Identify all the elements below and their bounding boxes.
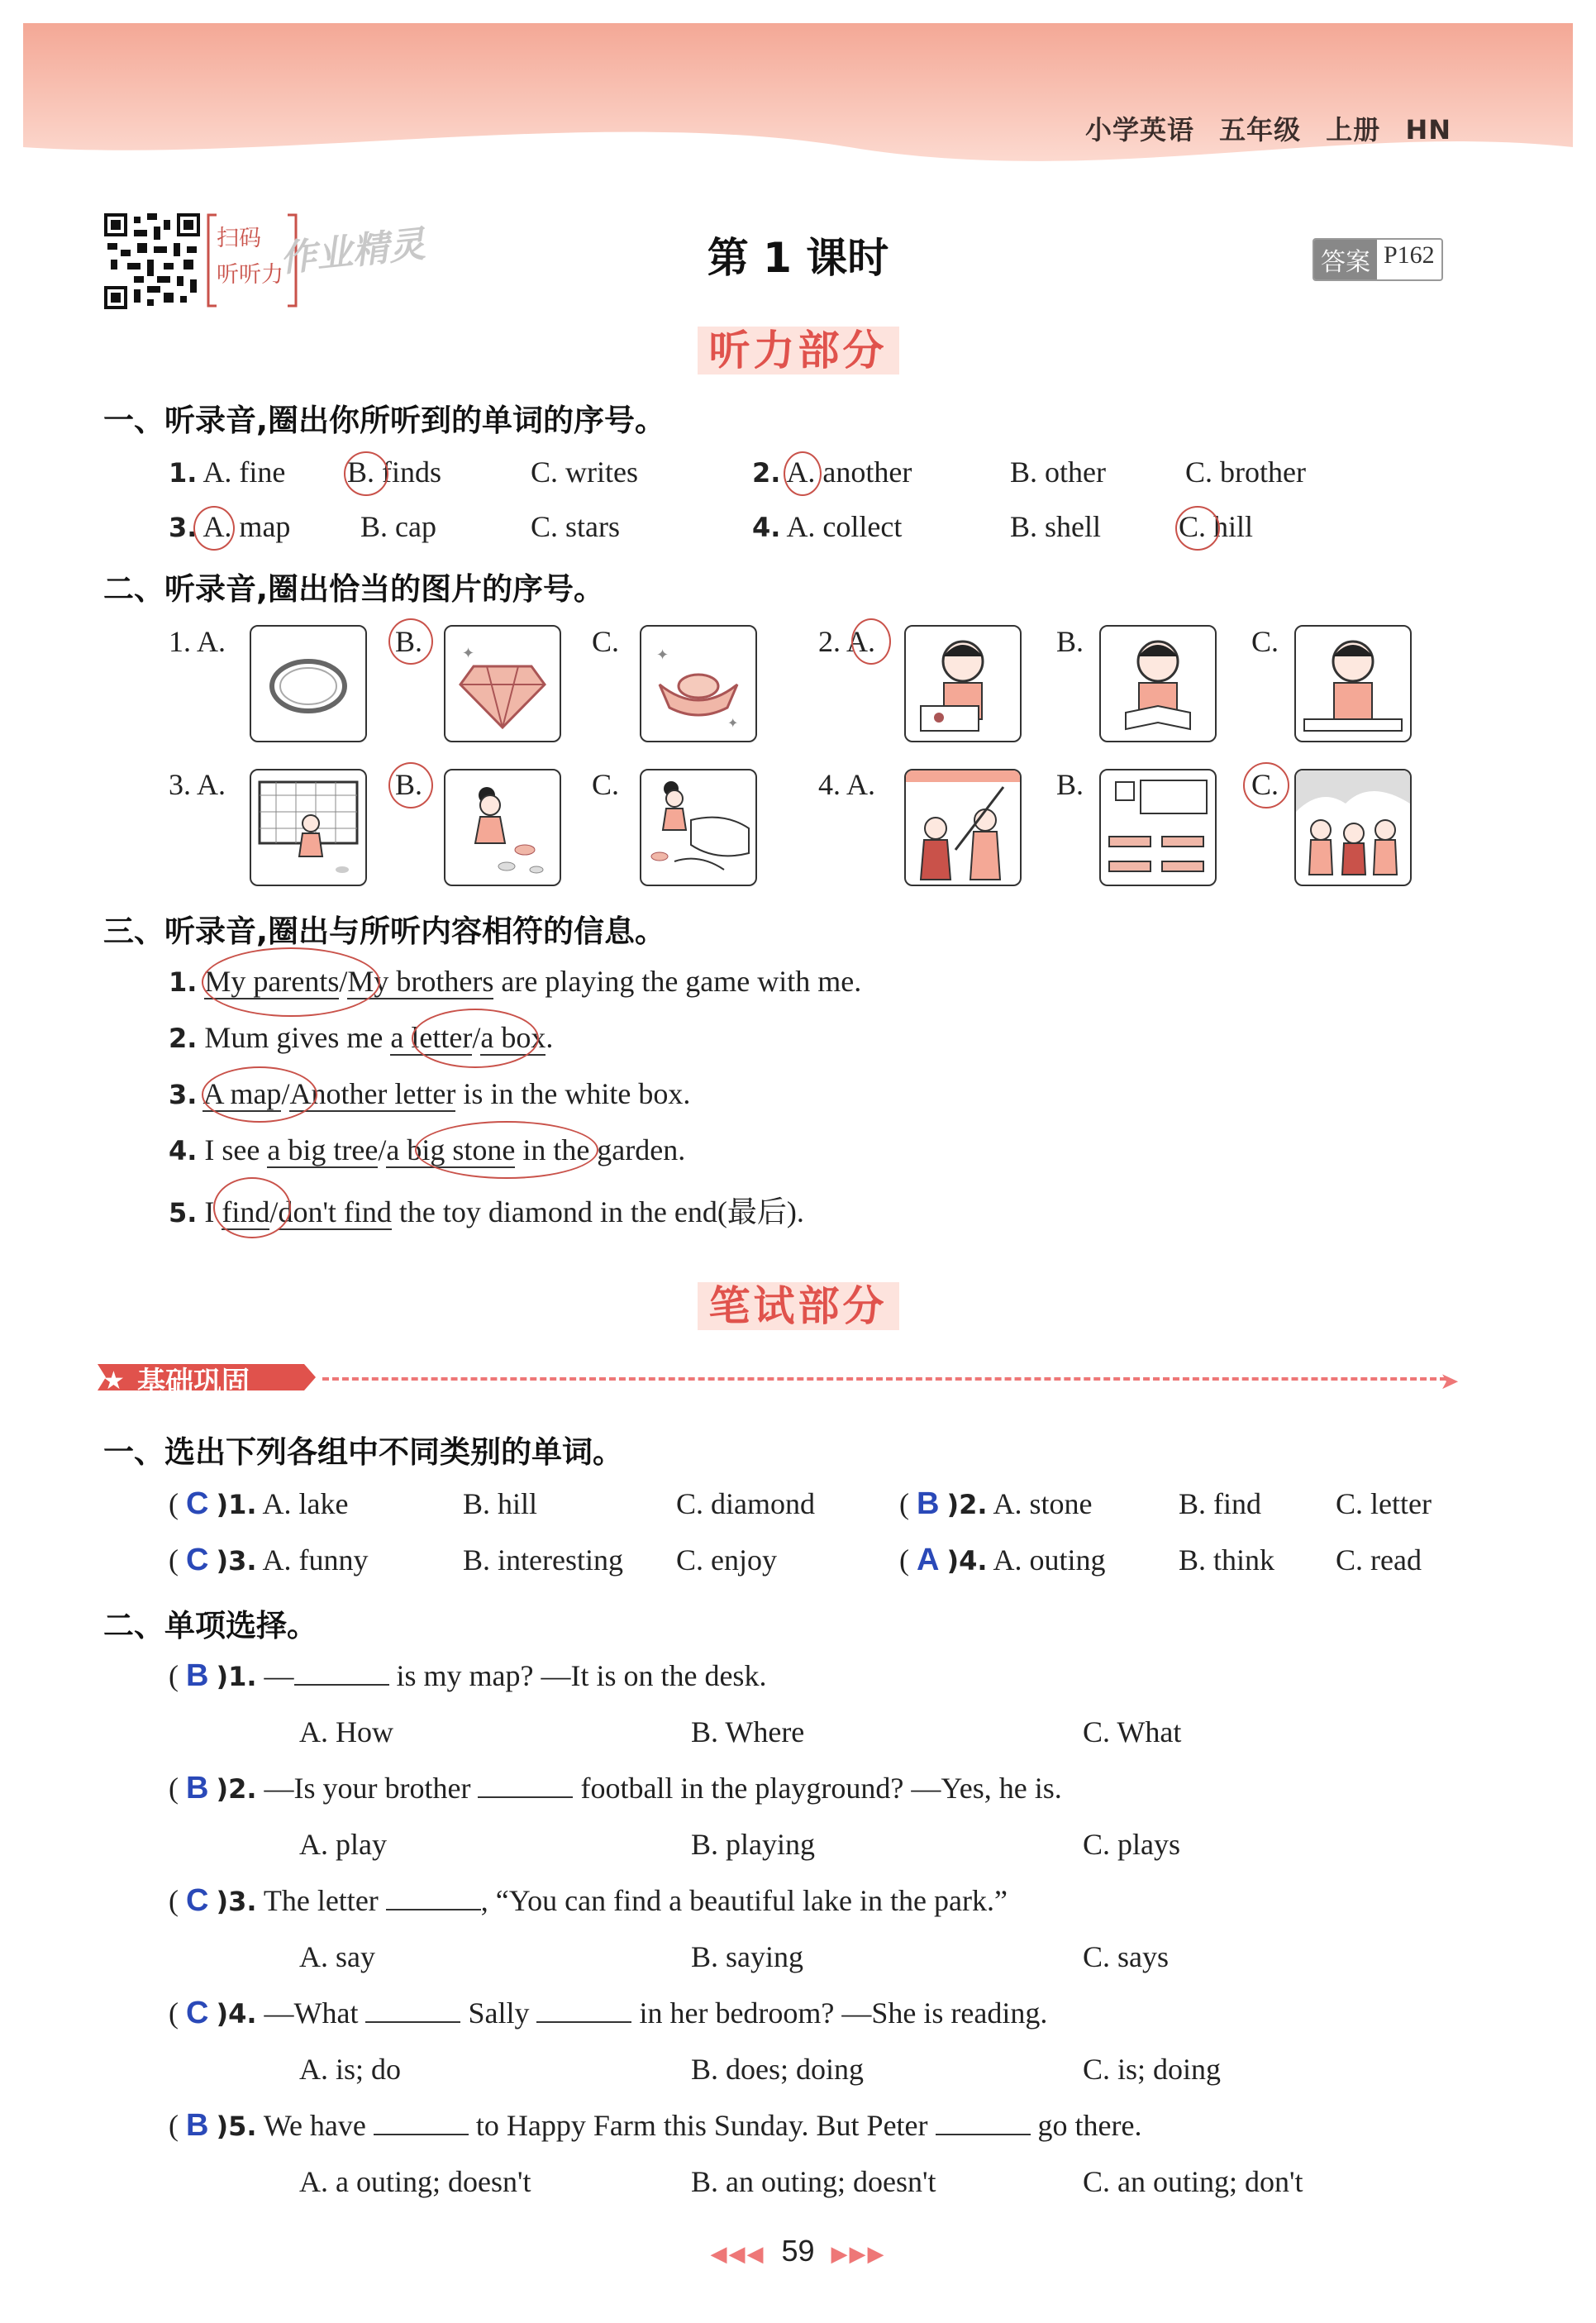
answer-blank[interactable]: [478, 1772, 573, 1798]
picture-boy-reading[interactable]: [1099, 625, 1217, 742]
svg-text:✦: ✦: [727, 717, 739, 731]
stem-1: —Is your brother: [264, 1772, 479, 1805]
separator: /: [378, 1133, 387, 1166]
choice-2: don't find: [278, 1195, 392, 1228]
answer-reference[interactable]: [1313, 238, 1443, 281]
choice-1: find: [222, 1195, 270, 1228]
pic-q2-label: 2. A.: [818, 625, 876, 658]
write1-item-4-c: C. read: [1336, 1543, 1422, 1576]
listen1-q4-b: B. shell: [1010, 510, 1102, 543]
write1-item-1-c: C. diamond: [676, 1487, 815, 1520]
listen1-q2-c: C. brother: [1185, 456, 1306, 489]
listen1-q2: [752, 455, 912, 489]
listen1-q1-b: B. finds: [347, 456, 442, 489]
choice-1: A map: [202, 1077, 282, 1110]
pic-q1b-label: B.: [395, 625, 423, 658]
page-number: 59: [781, 2234, 815, 2268]
diamond-icon: [445, 627, 560, 741]
write1-item-3: ( C )3. A. funny: [169, 1543, 369, 1577]
stem-3: in her bedroom? —She is reading.: [631, 1996, 1048, 2030]
q-number: 5.: [169, 1197, 198, 1228]
q-number: )1.: [216, 1489, 257, 1520]
pic-q3c-label: C.: [592, 768, 620, 801]
boy-letter-icon: [1296, 627, 1410, 741]
answer-blank[interactable]: [374, 2109, 469, 2135]
write2-item-4-a: A. is; do: [299, 2053, 402, 2086]
q-number: )4.: [946, 1545, 988, 1576]
arrow-right-icon: ➤: [1440, 1369, 1460, 1395]
write2-item-4-c: C. is; doing: [1083, 2053, 1222, 2086]
listen1-q3-c: C. stars: [531, 510, 620, 543]
answer-letter: B: [917, 1486, 940, 1521]
classroom-icon: [1101, 770, 1215, 885]
write2-item-5-a: A. a outing; doesn't: [299, 2165, 531, 2198]
choice-1: a big tree: [267, 1133, 379, 1166]
outing-icon: [1296, 770, 1410, 885]
write2-item-1-b: B. Where: [691, 1715, 805, 1748]
choice-1: My parents: [204, 965, 340, 998]
picture-girl-stones[interactable]: [444, 769, 561, 886]
listen1-q2-b: B. other: [1010, 456, 1106, 489]
picture-gold-ingot[interactable]: [640, 625, 757, 742]
ingot-icon: [641, 627, 755, 741]
q-number: 1.: [169, 966, 198, 998]
answer-label: 答案: [1314, 240, 1377, 279]
answer-blank[interactable]: [365, 1996, 460, 2023]
listen3-item-5: [169, 1189, 804, 1231]
listen3-item-3: [169, 1076, 690, 1111]
stem-1: —: [264, 1659, 294, 1692]
listen1-heading: 一、听录音,圈出你所听到的单词的序号。: [103, 403, 666, 438]
listen3-item-2: [169, 1020, 553, 1055]
listen1-q1: [169, 455, 285, 489]
write2-item-2-c: C. plays: [1083, 1828, 1181, 1861]
answer-letter: C: [186, 1486, 209, 1521]
write1-item-4: ( A )4. A. outing: [899, 1543, 1106, 1577]
write2-item-3-c: C. says: [1083, 1940, 1170, 1973]
answer-letter: B: [186, 2108, 209, 2143]
q-number: )3.: [216, 1886, 257, 1917]
stem-3: go there.: [1030, 2109, 1142, 2142]
q-number: )1.: [216, 1661, 257, 1692]
stem-2: to Happy Farm this Sunday. But Peter: [468, 2109, 936, 2142]
writing-banner-text: 笔试部分: [698, 1282, 899, 1330]
picture-kids-kite[interactable]: [904, 769, 1022, 886]
suffix: .: [545, 1021, 554, 1054]
option: A. collect: [786, 510, 903, 543]
listen1-q4: [752, 509, 902, 544]
answer-blank[interactable]: [294, 1659, 389, 1686]
write2-item-5: ( B )5. We have to Happy Farm this Sunday. But Peter go there.: [169, 2108, 1142, 2143]
write2-item-5-b: B. an outing; doesn't: [691, 2165, 936, 2198]
stem-1: —What: [264, 1996, 366, 2030]
q-number: 2.: [169, 1023, 198, 1054]
suffix: are playing the game with me.: [493, 965, 862, 998]
write2-heading: 二、单项选择。: [103, 1608, 317, 1643]
picture-ring[interactable]: [250, 625, 367, 742]
header-grade: 五年级: [1219, 114, 1302, 145]
write2-item-4-b: B. does; doing: [691, 2053, 865, 2086]
write2-item-1: ( B )1. — is my map? —It is on the desk.: [169, 1658, 767, 1693]
watermark-brand: 作业精灵: [278, 222, 427, 281]
write1-item-3-b: B. interesting: [463, 1543, 623, 1576]
stem-1: We have: [263, 2109, 374, 2142]
stem-2: , “You can find a beautiful lake in the park.”: [480, 1884, 1008, 1917]
picture-diamond[interactable]: [444, 625, 561, 742]
header-banner: [23, 23, 1573, 172]
suffix: is in the white box.: [455, 1077, 691, 1110]
q-number: 4.: [169, 1135, 198, 1166]
write2-item-2-b: B. playing: [691, 1828, 815, 1861]
scan-line2: 听听力: [217, 262, 283, 287]
q-number: 2.: [752, 457, 781, 489]
listen3-heading: 三、听录音,圈出与所听内容相符的信息。: [103, 913, 666, 949]
listening-banner-text: 听力部分: [698, 327, 899, 374]
write2-item-1-c: C. What: [1083, 1715, 1182, 1748]
pic-q4c-label: C.: [1251, 768, 1279, 801]
stem-2: Sally: [460, 1996, 537, 2030]
writing-section-title: [0, 1273, 1596, 1333]
answer-blank[interactable]: [386, 1884, 481, 1910]
answer-letter: C: [186, 1883, 209, 1918]
write1-item-1: ( C )1. A. lake: [169, 1486, 349, 1521]
boy-map-icon: [906, 627, 1020, 741]
scan-line1: 扫码: [217, 226, 261, 250]
svg-text:✦: ✦: [656, 646, 669, 663]
picture-girl-goal[interactable]: [250, 769, 367, 886]
q-number: 4.: [752, 512, 781, 543]
picture-classroom[interactable]: [1099, 769, 1217, 886]
prev-arrows-icon: ◀◀◀: [710, 2241, 765, 2266]
write1-item-4-b: B. think: [1179, 1543, 1275, 1576]
option: A. another: [786, 456, 912, 489]
svg-text:✦: ✦: [462, 645, 475, 661]
choice-2: Another letter: [289, 1077, 456, 1110]
q-number: )2.: [216, 1773, 257, 1805]
header-edition: HN: [1405, 114, 1451, 145]
write1-item-2: ( B )2. A. stone: [899, 1486, 1093, 1521]
answer-page: P162: [1384, 241, 1435, 269]
write1-item-2-c: C. letter: [1336, 1487, 1432, 1520]
divider-dashed: [322, 1377, 1446, 1381]
write2-item-4: ( C )4. —What Sally in her bedroom? —She is reading.: [169, 1996, 1048, 2030]
svg-text:★: ★: [102, 1367, 125, 1395]
write1-heading: 一、选出下列各组中不同类别的单词。: [103, 1434, 623, 1470]
listen1-q3: [169, 509, 290, 544]
listen2-heading: 二、听录音,圈出恰当的图片的序号。: [103, 571, 605, 607]
write2-item-2-a: A. play: [299, 1828, 387, 1861]
boy-book-icon: [1101, 627, 1215, 741]
suffix: the toy diamond in the end(最后).: [391, 1195, 804, 1228]
option-a: A. stone: [993, 1487, 1093, 1520]
picture-girl-lake[interactable]: [640, 769, 757, 886]
suffix: in the garden.: [515, 1133, 686, 1166]
prefix: Mum gives me: [204, 1021, 391, 1054]
goal-icon: [251, 770, 365, 885]
pic-q2b-label: B.: [1056, 625, 1084, 658]
choice-1: a letter: [390, 1021, 473, 1054]
basic-tag-text: 基础巩固: [137, 1366, 250, 1399]
answer-letter: B: [186, 1658, 209, 1693]
listen3-item-1: [169, 964, 861, 999]
header-info: [1085, 109, 1451, 147]
choice-2: My brothers: [347, 965, 494, 998]
q-number: 3.: [169, 1079, 198, 1110]
lesson-title: 第 1 课时: [707, 234, 889, 282]
q-number: )4.: [216, 1998, 257, 2030]
stem-2: football in the playground? —Yes, he is.: [573, 1772, 1062, 1805]
choice-2: a big stone: [386, 1133, 516, 1166]
girl-lake-icon: [641, 770, 755, 885]
stem-2: is my map? —It is on the desk.: [388, 1659, 767, 1692]
write1-item-1-b: B. hill: [463, 1487, 538, 1520]
answer-blank[interactable]: [936, 2109, 1031, 2135]
write2-item-3: ( C )3. The letter , “You can find a beautiful lake in the park.”: [169, 1883, 1008, 1918]
listen1-q3-b: B. cap: [360, 510, 436, 543]
pic-q3b-label: B.: [395, 768, 423, 801]
picture-boy-writing[interactable]: [1294, 625, 1412, 742]
option-a: A. funny: [262, 1543, 369, 1576]
pic-q1-label: 1. A.: [169, 625, 226, 658]
q-number: )3.: [216, 1545, 257, 1576]
separator: /: [339, 965, 348, 998]
answer-letter: C: [186, 1543, 209, 1577]
q-number: )5.: [216, 2111, 257, 2142]
prefix: I: [204, 1195, 222, 1228]
write2-item-1-a: A. How: [299, 1715, 393, 1748]
option-a: A. outing: [993, 1543, 1106, 1576]
option-a: A. lake: [262, 1487, 349, 1520]
listen1-q1-c: C. writes: [531, 456, 638, 489]
listening-section-title: [0, 317, 1596, 377]
answer-letter: B: [186, 1771, 209, 1805]
write2-item-3-b: B. saying: [691, 1940, 804, 1973]
option: A. map: [202, 510, 291, 543]
pic-q1c-label: C.: [592, 625, 620, 658]
listen1-q4-c: C. hill: [1179, 510, 1254, 543]
pic-q4-label: 4. A.: [818, 768, 876, 801]
ring-icon: [251, 627, 365, 741]
write1-item-3-c: C. enjoy: [676, 1543, 777, 1576]
option: A. fine: [202, 456, 286, 489]
q-number: 3.: [169, 512, 198, 543]
separator: /: [269, 1195, 279, 1228]
listen3-item-4: [169, 1133, 685, 1167]
q-number: 1.: [169, 457, 198, 489]
picture-boy-map[interactable]: [904, 625, 1022, 742]
choice-2: a box: [480, 1021, 546, 1054]
kids-kite-icon: [906, 770, 1020, 885]
pic-q4b-label: B.: [1056, 768, 1084, 801]
answer-blank[interactable]: [536, 1996, 631, 2023]
answer-letter: A: [917, 1543, 940, 1577]
pic-q3-label: 3. A.: [169, 768, 226, 801]
separator: /: [281, 1077, 290, 1110]
page-footer: [0, 2234, 1596, 2268]
answer-letter: C: [186, 1996, 209, 2030]
prefix: I see: [204, 1133, 268, 1166]
write1-item-2-b: B. find: [1179, 1487, 1262, 1520]
girl-stones-icon: [445, 770, 560, 885]
next-arrows-icon: ▶▶▶: [831, 2241, 886, 2266]
write2-item-3-a: A. say: [299, 1940, 375, 1973]
picture-outing[interactable]: [1294, 769, 1412, 886]
pic-q2c-label: C.: [1251, 625, 1279, 658]
header-volume: 上册: [1326, 114, 1381, 145]
stem-1: The letter: [263, 1884, 386, 1917]
q-number: )2.: [946, 1489, 988, 1520]
header-subject: 小学英语: [1084, 114, 1194, 145]
separator: /: [472, 1021, 481, 1054]
write2-item-2: ( B )2. —Is your brother football in the playground? —Yes, he is.: [169, 1771, 1062, 1805]
write2-item-5-c: C. an outing; don't: [1083, 2165, 1303, 2198]
